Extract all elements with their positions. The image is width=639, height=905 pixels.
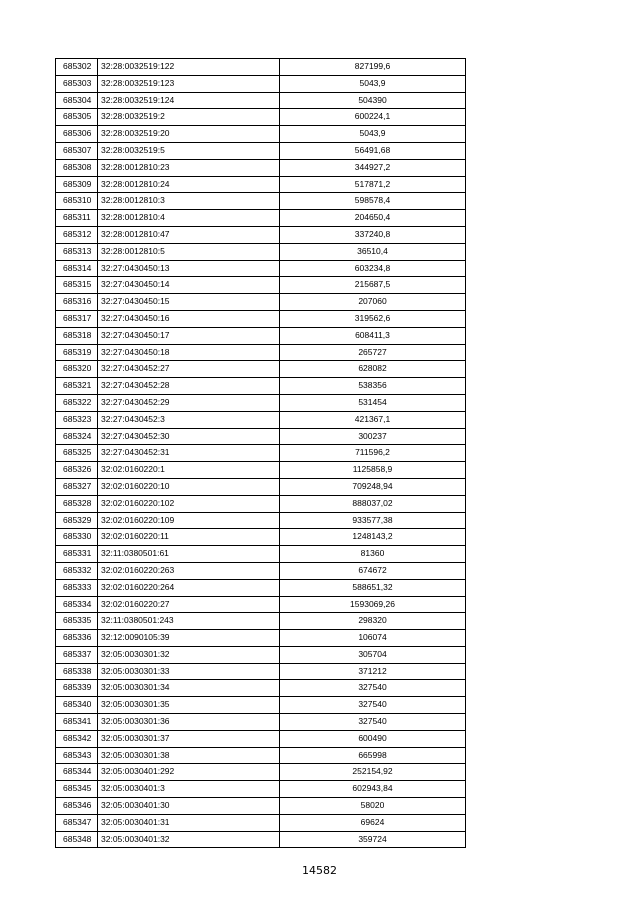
cadastral-number-cell: 32:02:0160220:1 [98, 462, 280, 479]
value-cell: 538356 [280, 378, 466, 395]
table-row [56, 831, 466, 848]
table-row [56, 646, 466, 663]
row-id-cell: 685322 [56, 394, 98, 411]
table-row [56, 142, 466, 159]
value-cell: 371212 [280, 663, 466, 680]
value-cell: 600490 [280, 730, 466, 747]
table-row [56, 310, 466, 327]
cadastral-number-cell: 32:28:0032519:123 [98, 75, 280, 92]
table-row [56, 294, 466, 311]
row-id-cell: 685332 [56, 562, 98, 579]
row-id-cell: 685302 [56, 59, 98, 76]
row-id-cell: 685346 [56, 798, 98, 815]
table-row [56, 159, 466, 176]
value-cell: 265727 [280, 344, 466, 361]
table-row [56, 529, 466, 546]
table-row [56, 579, 466, 596]
row-id-cell: 685334 [56, 596, 98, 613]
table-row [56, 663, 466, 680]
row-id-cell: 685324 [56, 428, 98, 445]
row-id-cell: 685317 [56, 310, 98, 327]
row-id-cell: 685314 [56, 260, 98, 277]
row-id-cell: 685337 [56, 646, 98, 663]
cadastral-number-cell: 32:28:0012810:23 [98, 159, 280, 176]
cadastral-number-cell: 32:05:0030301:38 [98, 747, 280, 764]
row-id-cell: 685325 [56, 445, 98, 462]
table-row [56, 546, 466, 563]
value-cell: 888037,02 [280, 495, 466, 512]
table-row [56, 630, 466, 647]
value-cell: 337240,8 [280, 226, 466, 243]
value-cell: 709248,94 [280, 478, 466, 495]
cadastral-number-cell: 32:02:0160220:264 [98, 579, 280, 596]
value-cell: 106074 [280, 630, 466, 647]
row-id-cell: 685348 [56, 831, 98, 848]
row-id-cell: 685321 [56, 378, 98, 395]
row-id-cell: 685345 [56, 781, 98, 798]
table-row [56, 764, 466, 781]
row-id-cell: 685336 [56, 630, 98, 647]
row-id-cell: 685339 [56, 680, 98, 697]
cadastral-number-cell: 32:28:0012810:3 [98, 193, 280, 210]
table-row [56, 193, 466, 210]
value-cell: 504390 [280, 92, 466, 109]
row-id-cell: 685307 [56, 142, 98, 159]
cadastral-number-cell: 32:05:0030301:33 [98, 663, 280, 680]
row-id-cell: 685308 [56, 159, 98, 176]
value-cell: 588651,32 [280, 579, 466, 596]
cadastral-number-cell: 32:05:0030301:32 [98, 646, 280, 663]
row-id-cell: 685310 [56, 193, 98, 210]
cadastral-number-cell: 32:05:0030301:35 [98, 697, 280, 714]
value-cell: 305704 [280, 646, 466, 663]
cadastral-number-cell: 32:02:0160220:109 [98, 512, 280, 529]
value-cell: 674672 [280, 562, 466, 579]
row-id-cell: 685328 [56, 495, 98, 512]
table-row [56, 462, 466, 479]
table-row [56, 714, 466, 731]
value-cell: 298320 [280, 613, 466, 630]
value-cell: 215687,5 [280, 277, 466, 294]
value-cell: 602943,84 [280, 781, 466, 798]
row-id-cell: 685303 [56, 75, 98, 92]
row-id-cell: 685347 [56, 814, 98, 831]
row-id-cell: 685343 [56, 747, 98, 764]
cadastral-number-cell: 32:27:0430450:13 [98, 260, 280, 277]
value-cell: 204650,4 [280, 210, 466, 227]
table-row [56, 495, 466, 512]
cadastral-number-cell: 32:28:0032519:5 [98, 142, 280, 159]
value-cell: 327540 [280, 714, 466, 731]
table-row [56, 109, 466, 126]
cadastral-number-cell: 32:28:0032519:20 [98, 126, 280, 143]
value-cell: 421367,1 [280, 411, 466, 428]
row-id-cell: 685330 [56, 529, 98, 546]
value-cell: 711596,2 [280, 445, 466, 462]
cadastral-number-cell: 32:27:0430452:28 [98, 378, 280, 395]
value-cell: 1125858,9 [280, 462, 466, 479]
cadastral-number-cell: 32:05:0030301:34 [98, 680, 280, 697]
table-row [56, 394, 466, 411]
value-cell: 319562,6 [280, 310, 466, 327]
value-cell: 531454 [280, 394, 466, 411]
table-row [56, 428, 466, 445]
cadastral-number-cell: 32:27:0430452:29 [98, 394, 280, 411]
cadastral-number-cell: 32:05:0030401:3 [98, 781, 280, 798]
cadastral-number-cell: 32:05:0030401:32 [98, 831, 280, 848]
row-id-cell: 685331 [56, 546, 98, 563]
value-cell: 344927,2 [280, 159, 466, 176]
table-row [56, 478, 466, 495]
table-body [56, 59, 466, 848]
value-cell: 359724 [280, 831, 466, 848]
row-id-cell: 685333 [56, 579, 98, 596]
cadastral-number-cell: 32:28:0012810:47 [98, 226, 280, 243]
row-id-cell: 685335 [56, 613, 98, 630]
value-cell: 81360 [280, 546, 466, 563]
row-id-cell: 685319 [56, 344, 98, 361]
row-id-cell: 685329 [56, 512, 98, 529]
row-id-cell: 685342 [56, 730, 98, 747]
value-cell: 5043,9 [280, 126, 466, 143]
value-cell: 5043,9 [280, 75, 466, 92]
cadastral-number-cell: 32:27:0430450:16 [98, 310, 280, 327]
cadastral-number-cell: 32:05:0030301:36 [98, 714, 280, 731]
value-cell: 628082 [280, 361, 466, 378]
cadastral-number-cell: 32:28:0032519:2 [98, 109, 280, 126]
table-row [56, 445, 466, 462]
cadastral-number-cell: 32:27:0430450:14 [98, 277, 280, 294]
table-row [56, 613, 466, 630]
table-row [56, 126, 466, 143]
row-id-cell: 685326 [56, 462, 98, 479]
value-cell: 58020 [280, 798, 466, 815]
value-cell: 827199,6 [280, 59, 466, 76]
cadastral-number-cell: 32:28:0032519:122 [98, 59, 280, 76]
cadastral-number-cell: 32:05:0030401:292 [98, 764, 280, 781]
cadastral-number-cell: 32:02:0160220:10 [98, 478, 280, 495]
row-id-cell: 685313 [56, 243, 98, 260]
cadastral-number-cell: 32:28:0012810:24 [98, 176, 280, 193]
row-id-cell: 685315 [56, 277, 98, 294]
table-row [56, 411, 466, 428]
cadastral-number-cell: 32:28:0012810:4 [98, 210, 280, 227]
cadastral-number-cell: 32:27:0430452:30 [98, 428, 280, 445]
table-row [56, 260, 466, 277]
table-row [56, 781, 466, 798]
value-cell: 327540 [280, 697, 466, 714]
row-id-cell: 685327 [56, 478, 98, 495]
cadastral-number-cell: 32:27:0430452:3 [98, 411, 280, 428]
value-cell: 517871,2 [280, 176, 466, 193]
data-table [55, 58, 466, 848]
table-row [56, 361, 466, 378]
table-row [56, 596, 466, 613]
table-row [56, 327, 466, 344]
cadastral-number-cell: 32:02:0160220:102 [98, 495, 280, 512]
page-number: 14582 [302, 864, 337, 877]
value-cell: 598578,4 [280, 193, 466, 210]
cadastral-number-cell: 32:02:0160220:11 [98, 529, 280, 546]
row-id-cell: 685344 [56, 764, 98, 781]
cadastral-number-cell: 32:27:0430452:31 [98, 445, 280, 462]
table-row [56, 747, 466, 764]
table-row [56, 798, 466, 815]
value-cell: 933577,38 [280, 512, 466, 529]
row-id-cell: 685312 [56, 226, 98, 243]
cadastral-number-cell: 32:02:0160220:263 [98, 562, 280, 579]
row-id-cell: 685311 [56, 210, 98, 227]
value-cell: 207060 [280, 294, 466, 311]
cadastral-number-cell: 32:11:0380501:243 [98, 613, 280, 630]
table-row [56, 562, 466, 579]
cadastral-number-cell: 32:05:0030401:31 [98, 814, 280, 831]
value-cell: 327540 [280, 680, 466, 697]
row-id-cell: 685304 [56, 92, 98, 109]
table-row [56, 814, 466, 831]
cadastral-number-cell: 32:27:0430450:17 [98, 327, 280, 344]
cadastral-number-cell: 32:02:0160220:27 [98, 596, 280, 613]
value-cell: 665998 [280, 747, 466, 764]
table-row [56, 210, 466, 227]
value-cell: 603234,8 [280, 260, 466, 277]
table-row [56, 344, 466, 361]
table-row [56, 512, 466, 529]
cadastral-number-cell: 32:05:0030301:37 [98, 730, 280, 747]
table-row [56, 378, 466, 395]
table-row [56, 92, 466, 109]
value-cell: 600224,1 [280, 109, 466, 126]
row-id-cell: 685305 [56, 109, 98, 126]
row-id-cell: 685316 [56, 294, 98, 311]
table-row [56, 243, 466, 260]
table-row [56, 59, 466, 76]
row-id-cell: 685318 [56, 327, 98, 344]
cadastral-number-cell: 32:27:0430452:27 [98, 361, 280, 378]
cadastral-number-cell: 32:05:0030401:30 [98, 798, 280, 815]
row-id-cell: 685340 [56, 697, 98, 714]
row-id-cell: 685341 [56, 714, 98, 731]
cadastral-number-cell: 32:27:0430450:18 [98, 344, 280, 361]
value-cell: 608411,3 [280, 327, 466, 344]
cadastral-number-cell: 32:12:0090105:39 [98, 630, 280, 647]
value-cell: 1593069,26 [280, 596, 466, 613]
cadastral-number-cell: 32:28:0012810:5 [98, 243, 280, 260]
row-id-cell: 685323 [56, 411, 98, 428]
table-row [56, 176, 466, 193]
row-id-cell: 685306 [56, 126, 98, 143]
table-row [56, 730, 466, 747]
cadastral-number-cell: 32:28:0032519:124 [98, 92, 280, 109]
value-cell: 69624 [280, 814, 466, 831]
table-row [56, 277, 466, 294]
row-id-cell: 685338 [56, 663, 98, 680]
table-row [56, 75, 466, 92]
value-cell: 1248143,2 [280, 529, 466, 546]
cadastral-number-cell: 32:11:0380501:61 [98, 546, 280, 563]
table-row [56, 680, 466, 697]
row-id-cell: 685309 [56, 176, 98, 193]
row-id-cell: 685320 [56, 361, 98, 378]
value-cell: 36510,4 [280, 243, 466, 260]
table-row [56, 226, 466, 243]
value-cell: 56491,68 [280, 142, 466, 159]
value-cell: 252154,92 [280, 764, 466, 781]
table-row [56, 697, 466, 714]
cadastral-number-cell: 32:27:0430450:15 [98, 294, 280, 311]
value-cell: 300237 [280, 428, 466, 445]
